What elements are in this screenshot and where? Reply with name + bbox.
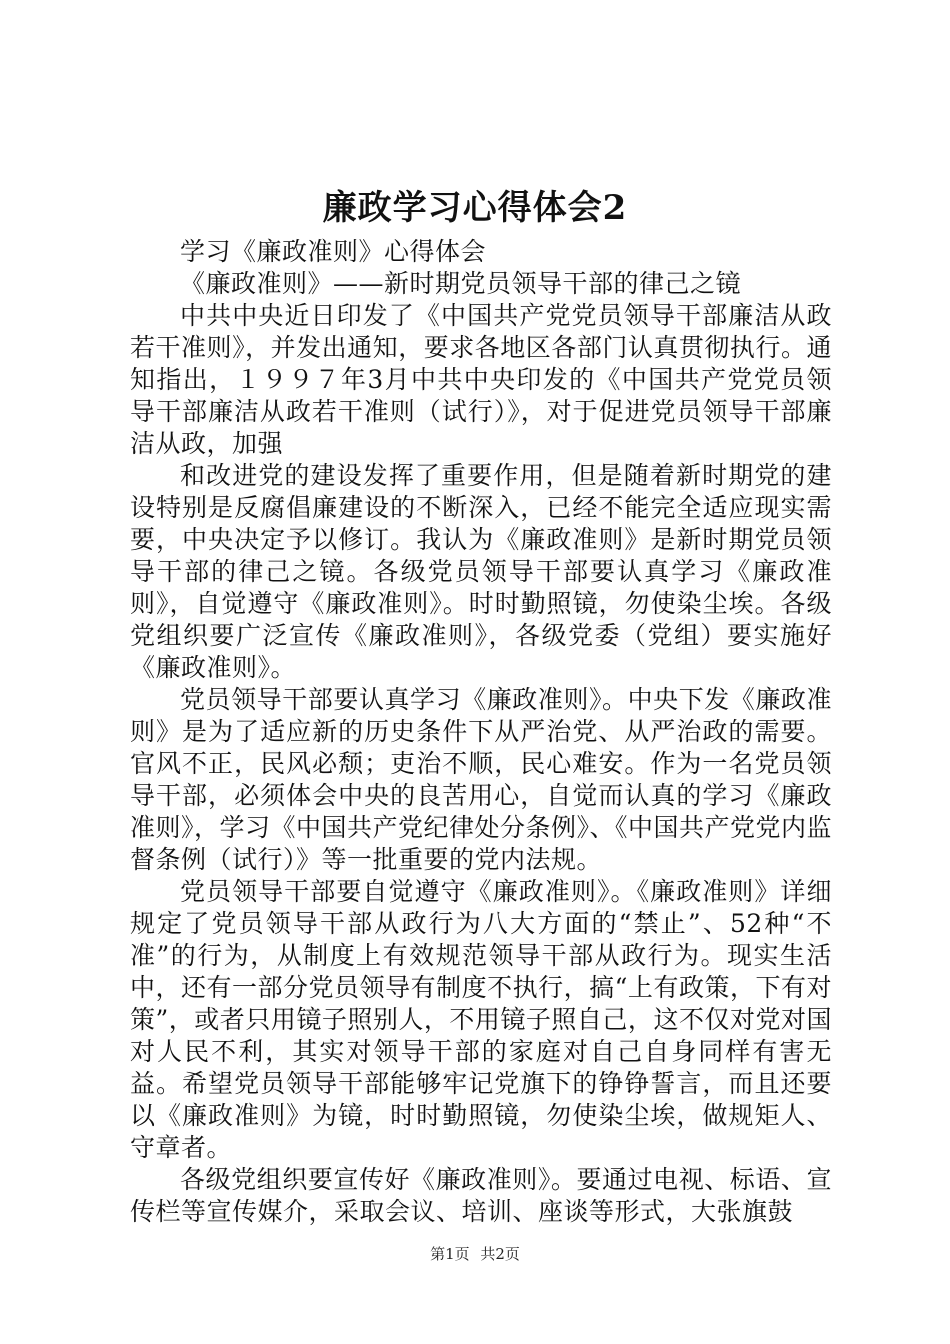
paragraph: 党员领导干部要认真学习《廉政准则》。中央下发《廉政准则》是为了适应新的历史条件下从严治党、从严治政的需要。官风不正，民风必颓；吏治不顺，民心难安。作为一名党员领导干部，必须体会中央的良苦用心，自觉而认真的学习《廉政准则》，学习《中国共产党纪律处分条例》、《中国共产党党内监督条例（试行）》等一批重要的党内法规。 bbox=[130, 685, 833, 874]
paragraph: 中共中央近日印发了《中国共产党党员领导干部廉洁从政若干准则》，并发出通知，要求各地区各部门认真贯彻执行。通知指出，１９９７年3月中共中央印发的《中国共产党党员领导干部廉洁从政若干准则（试行）》，对于促进党员领导干部廉洁从政，加强 bbox=[130, 301, 832, 458]
document-body bbox=[130, 236, 832, 1228]
paragraph-subtitle: 学习《廉政准则》心得体会 bbox=[180, 237, 487, 266]
page-number: 第1页 bbox=[430, 1245, 470, 1263]
page-footer bbox=[0, 1244, 950, 1264]
paragraph-heading: 《廉政准则》——新时期党员领导干部的律己之镜 bbox=[180, 269, 742, 298]
document-title: 廉政学习心得体会2 bbox=[322, 188, 628, 228]
paragraph: 和改进党的建设发挥了重要作用，但是随着新时期党的建设特别是反腐倡廉建设的不断深入，已经不能完全适应现实需要，中央决定予以修订。我认为《廉政准则》是新时期党员领导干部的律己之镜。各级党员领导干部要认真学习《廉政准则》，自觉遵守《廉政准则》。时时勤照镜，勿使染尘埃。各级党组织要广泛宣传《廉政准则》，各级党委（党组）要实施好《廉政准则》。 bbox=[130, 461, 832, 682]
paragraph: 各级党组织要宣传好《廉政准则》。要通过电视、标语、宣传栏等宣传媒介，采取会议、培训、座谈等形式，大张旗鼓 bbox=[130, 1165, 832, 1226]
page-total: 共2页 bbox=[480, 1245, 520, 1263]
paragraph: 党员领导干部要自觉遵守《廉政准则》。《廉政准则》详细规定了党员领导干部从政行为八大方面的“禁止”、52种“不准”的行为，从制度上有效规范领导干部从政行为。现实生活中，还有一部分党员领导有制度不执行，搞“上有政策，下有对策”，或者只用镜子照别人，不用镜子照自己，这不仅对党对国对人民不利，其实对领导干部的家庭对自己自身同样有害无益。希望党员领导干部能够牢记党旗下的铮铮誓言，而且还要以《廉政准则》为镜，时时勤照镜，勿使染尘埃，做规矩人、守章者。 bbox=[130, 877, 832, 1162]
